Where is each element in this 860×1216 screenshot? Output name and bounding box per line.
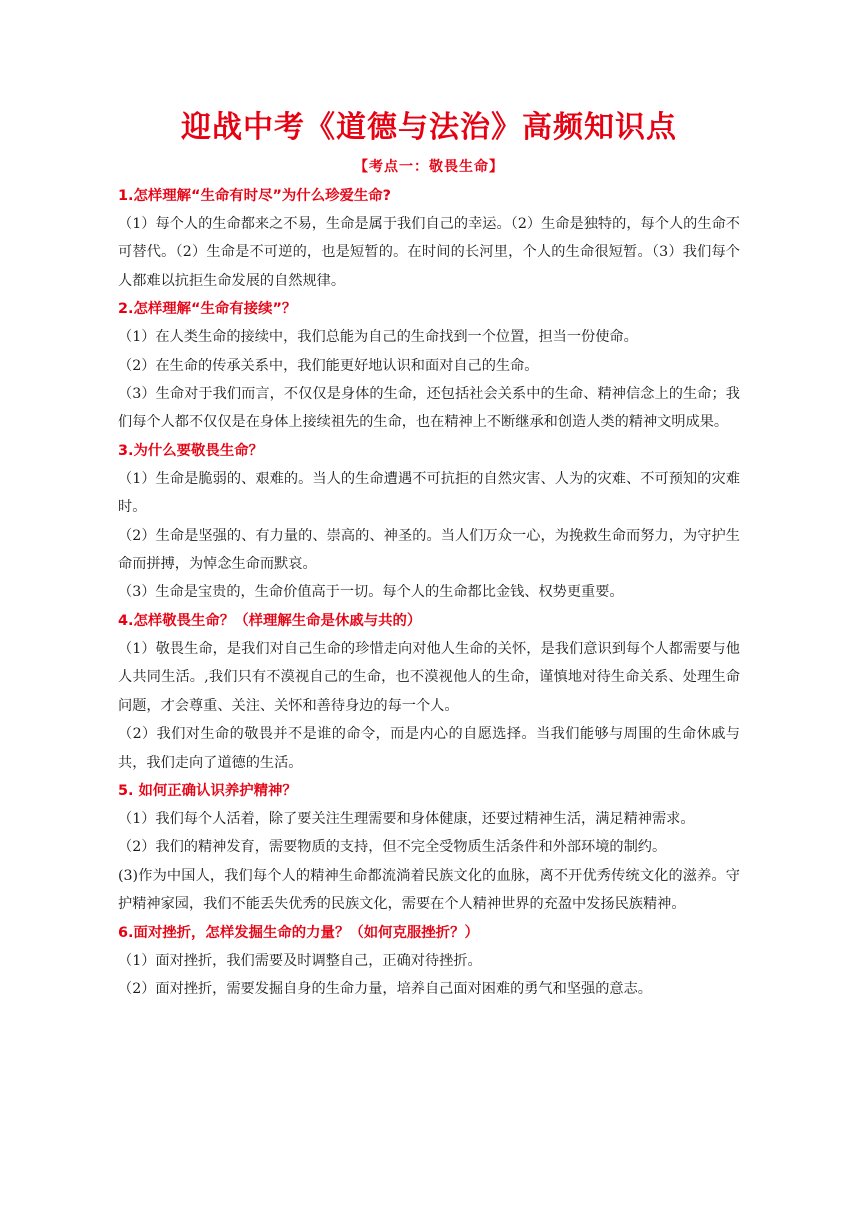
question-block-2 <box>118 295 740 437</box>
answer-paragraph: （1）生命是脆弱的、艰难的。当人的生命遭遇不可抗拒的自然灾害、人为的灾难、不可预知的灾难时。 <box>118 470 740 516</box>
answer-paragraph: （3）生命对于我们而言，不仅仅是身体的生命，还包括社会关系中的生命、精神信念上的生命；我们每个人都不仅仅是在身体上接续祖先的生命，也在精神上不断继承和创造人类的精神文明成果。 <box>118 386 740 431</box>
question-heading: 6.面对挫折，怎样发掘生命的力量？（如何克服挫折？） <box>118 924 479 941</box>
question-heading: 4.怎样敬畏生命？（样理解生命是休戚与共的） <box>118 612 422 629</box>
answer-paragraph: (3)作为中国人，我们每个人的精神生命都流淌着民族文化的血脉，离不开优秀传统文化的滋养。守护精神家园，我们不能丢失优秀的民族文化，需要在个人精神世界的充盈中发扬民族精神。 <box>118 867 740 913</box>
answer-paragraph: （1）每个人的生命都来之不易，生命是属于我们自己的幸运。（2）生命是独特的，每个人的生命不可替代。（2）生命是不可逆的，也是短暂的。在时间的长河里，个人的生命很短暂。（3）我们每个人都难以抗拒生命发展的自然规律。 <box>118 216 740 289</box>
answer-paragraph: （3）生命是宝贵的，生命价值高于一切。每个人的生命都比金钱、权势更重要。 <box>118 584 624 601</box>
question-block-6 <box>118 919 740 1004</box>
answer-paragraph: （2）面对挫折，需要发掘自身的生命力量，培养自己面对困难的勇气和坚强的意志。 <box>118 980 652 997</box>
section-heading: 【考点一：敬畏生命】 <box>354 159 504 175</box>
answer-paragraph: （2）在生命的传承关系中，我们能更好地认识和面对自己的生命。 <box>118 357 539 374</box>
question-block-1 <box>118 182 740 295</box>
answer-paragraph: （1）在人类生命的接续中，我们总能为自己的生命找到一个位置，担当一份使命。 <box>118 329 638 346</box>
document-content <box>118 104 740 1003</box>
question-block-3 <box>118 437 740 607</box>
answer-paragraph: （2）生命是坚强的、有力量的、崇高的、神圣的。当人们万众一心，为挽救生命而努力，为守护生命而拼搏，为悼念生命而默哀。 <box>118 527 740 573</box>
question-heading: 1.怎样理解“生命有时尽”为什么珍爱生命? <box>118 188 391 204</box>
question-block-5 <box>118 777 740 919</box>
answer-paragraph: （1）面对挫折，我们需要及时调整自己，正确对待挫折。 <box>118 952 482 969</box>
question-heading: 5. 如何正确认识养护精神？ <box>118 782 297 799</box>
answer-paragraph: （1）敬畏生命，是我们对自己生命的珍惜走向对他人生命的关怀，是我们意识到每个人都需要与他人共同生活。,我们只有不漠视自己的生命，也不漠视他人的生命，谨慎地对待生命关系、处理生命问题，才会尊重、关注、关怀和善待身边的每一个人。 <box>118 640 740 714</box>
answer-paragraph: （1）我们每个人活着，除了要关注生理需要和身体健康，还要过精神生活，满足精神需求。 <box>118 810 695 827</box>
question-heading: 3.为什么要敬畏生命？ <box>118 442 263 459</box>
answer-paragraph: （2）我们对生命的敬畏并不是谁的命令，而是内心的自愿选择。当我们能够与周围的生命休戚与共，我们走向了道德的生活。 <box>118 726 740 771</box>
answer-paragraph: （2）我们的精神发育，需要物质的支持，但不完全受物质生活条件和外部环境的制约。 <box>118 839 667 856</box>
document-title: 迎战中考《道德与法治》高频知识点 <box>181 110 677 145</box>
question-heading: 2.怎样理解“生命有接续”？ <box>118 301 297 318</box>
question-block-4 <box>118 607 740 777</box>
